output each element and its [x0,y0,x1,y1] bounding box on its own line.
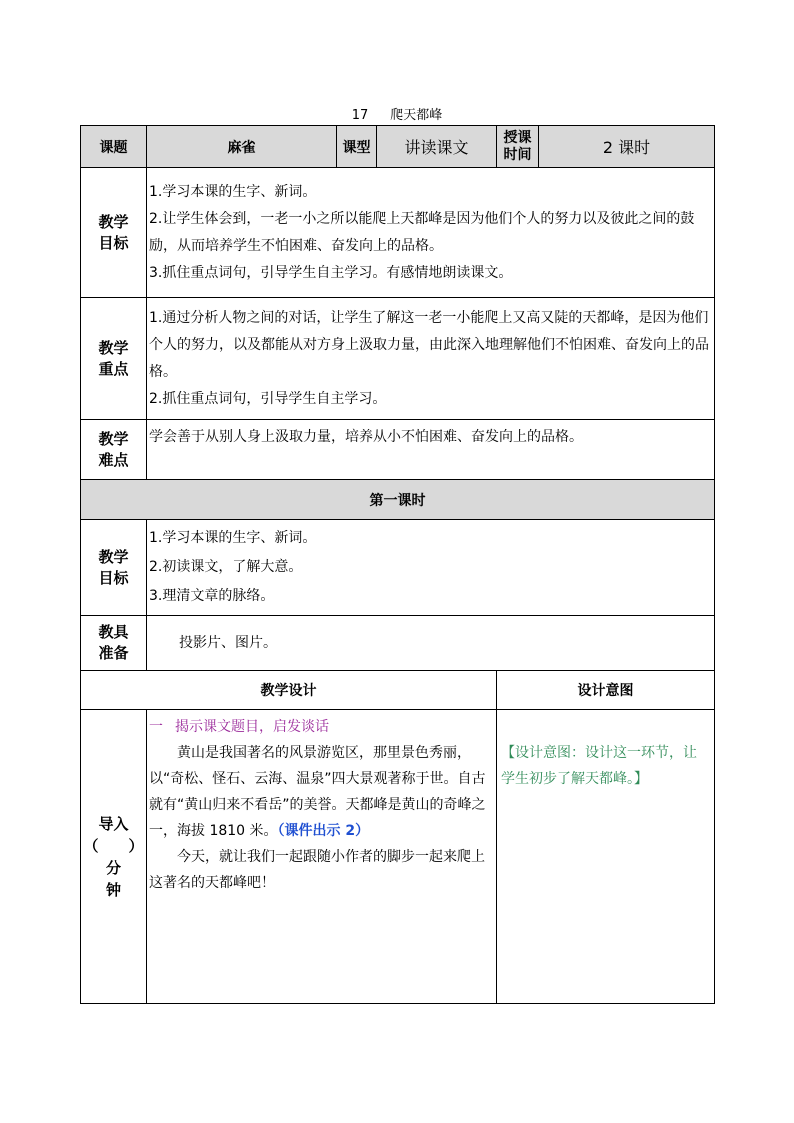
intent-content: 【设计意图：设计这一环节，让学生初步了解天都峰。】 [497,710,715,1004]
key-points-label [81,298,147,420]
goals-label-line: 目标 [98,233,129,252]
intro-content [147,710,497,1004]
key-point-line: 2.抓住重点词句，引导学生自主学习。 [149,390,387,407]
lesson-goal-line: 1.学习本课的生字、新词。 [149,530,317,546]
prep-label-line: 教具 [98,623,129,641]
difficulties-label [81,420,147,480]
goals-label-line: 教学 [98,212,129,231]
intro-label [81,710,147,1004]
section-title: 第一课时 [81,480,715,520]
lesson-title [0,104,794,123]
key-point-line: 1.通过分析人物之间的对话，让学生了解这一老一小能爬上又高又陡的天都峰，是因为他们个人的努力，以及都能从对方身上汲取力量，由此深入地理解他们不怕困难、奋发向上的品格。 [149,309,709,380]
courseware-note: （课件出示 2） [277,823,370,839]
topic-value: 麻雀 [147,126,337,168]
difficulties-label-line: 难点 [98,450,129,469]
intro-label-line: 导入 [98,814,129,833]
design-header: 教学设计 [81,671,497,710]
lesson-plan-table [80,125,715,1004]
time-label: 授课时间 [497,126,539,168]
intro-label-line: （ ）分 [83,836,144,877]
lesson-name: 爬天都峰 [390,108,443,123]
type-label: 课型 [337,126,377,168]
intent-header: 设计意图 [497,671,715,710]
goals-label [81,168,147,298]
type-value: 讲读课文 [377,126,497,168]
key-points-content [147,298,715,420]
topic-label: 课题 [81,126,147,168]
step-title: 揭示课文题目，启发谈话 [175,719,329,735]
prep-label-line: 准备 [98,644,129,662]
lesson-goal-line: 2.初读课文，了解大意。 [149,559,303,575]
key-points-label-line: 重点 [98,359,129,378]
intro-label-line: 钟 [105,880,121,899]
step-number: 一 [149,719,163,735]
intro-paragraph-2: 今天，就让我们一起跟随小作者的脚步一起来爬上这著名的天都峰吧！ [149,849,485,891]
prep-content: 投影片、图片。 [147,616,715,671]
goal-line: 2.让学生体会到，一老一小之所以能爬上天都峰是因为他们个人的努力以及彼此之间的鼓励，从而培养学生不怕困难、奋发向上的品格。 [149,210,695,254]
prep-label [81,616,147,671]
key-points-label-line: 教学 [98,338,129,357]
lesson-goals-content [147,520,715,616]
difficulties-content: 学会善于从别人身上汲取力量，培养从小不怕困难、奋发向上的品格。 [147,420,715,480]
lesson-goals-label-line: 教学 [98,547,129,566]
intro-text: 黄山是我国著名的风景游览区，那里景色秀丽，以“奇松、怪石、云海、温泉”四大景观著称于世。自古就有“黄山归来不看岳”的美誉。天都峰是黄山的奇峰之一，海拔 1810 米。 [149,745,486,839]
difficulties-label-line: 教学 [98,429,129,448]
time-value: 2 课时 [539,126,715,168]
lesson-goals-label [81,520,147,616]
lesson-number: 17 [351,108,369,123]
lesson-goal-line: 3.理清文章的脉络。 [149,588,275,604]
lesson-goals-label-line: 目标 [98,568,129,587]
intro-paragraph [149,740,490,844]
goal-line: 3.抓住重点词句，引导学生自主学习。有感情地朗读课文。 [149,264,513,281]
step-heading [149,714,490,740]
goal-line: 1.学习本课的生字、新词。 [149,183,317,200]
goals-content [147,168,715,298]
